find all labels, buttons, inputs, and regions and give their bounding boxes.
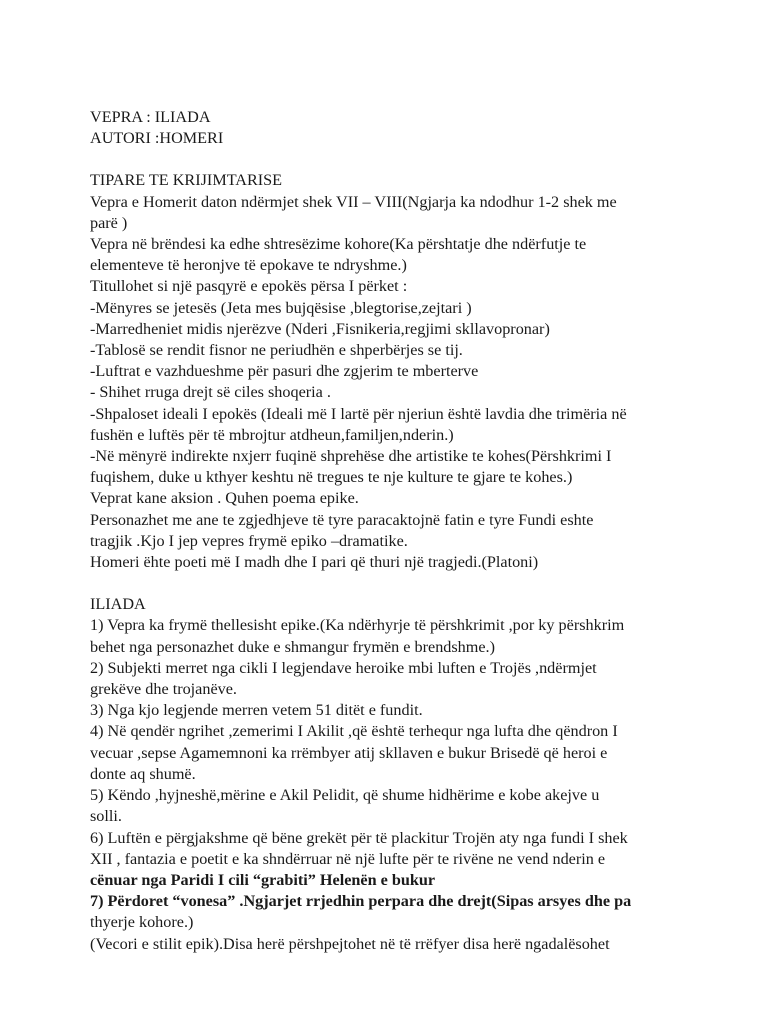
numbered-item-line: XII , fantazia e poetit e ka shndërruar në një lufte për te rivëne ne vend nderin e bbox=[90, 849, 606, 868]
list-item: fuqishem, duke u kthyer keshtu në tregues te nje kulture te gjare te kohes.) bbox=[90, 468, 573, 487]
numbered-item-line: 3) Nga kjo legjende merren vetem 51 ditët e fundit. bbox=[90, 701, 423, 720]
paragraph-line: Vepra e Homerit daton ndërmjet shek VII – VIII(Ngjarja ka ndodhur 1-2 shek me bbox=[90, 192, 617, 211]
list-item: -Në mënyrë indirekte nxjerr fuqinë shprehëse dhe artistike te kohes(Përshkrimi I bbox=[90, 447, 612, 466]
numbered-item-line: behet nga personazhet duke e shmangur frymën e brendshme.) bbox=[90, 637, 495, 656]
numbered-item-line: solli. bbox=[90, 807, 122, 826]
numbered-item-line: 4) Në qendër ngrihet ,zemerimi I Akilit ,që është terhequr nga lufta dhe qëndron I bbox=[90, 722, 618, 741]
author-line: AUTORI :HOMERI bbox=[90, 129, 224, 148]
bold-line: 7) Përdoret “vonesa” .Ngjarjet rrjedhin perpara dhe drejt(Sipas arsyes dhe pa bbox=[90, 892, 632, 911]
list-item: -Mënyres se jetesës (Jeta mes bujqësise ,blegtorise,zejtari ) bbox=[90, 298, 472, 317]
numbered-item-line: 6) Luftën e përgjakshme që bëne grekët për të plackitur Trojën aty nga fundi I shek bbox=[90, 828, 628, 847]
paragraph-line: Vepra në brëndesi ka edhe shtresëzime kohore(Ka përshtatje dhe ndërfutje te bbox=[90, 235, 587, 254]
spacer bbox=[90, 573, 750, 594]
document-page bbox=[90, 107, 750, 955]
numbered-item-line: 1) Vepra ka frymë thellesisht epike.(Ka ndërhyrje të përshkrimit ,por ky përshkrim bbox=[90, 616, 625, 635]
paragraph-line: Personazhet me ane te zgjedhjeve të tyre paracaktojnë fatin e tyre Fundi eshte bbox=[90, 510, 594, 529]
list-item: -Marredheniet midis njerëzve (Nderi ,Fisnikeria,regjimi skllavopronar) bbox=[90, 319, 550, 338]
numbered-item-line: 2) Subjekti merret nga cikli I legjendave heroike mbi luften e Trojës ,ndërmjet bbox=[90, 658, 597, 677]
bold-line: cënuar nga Paridi I cili “grabiti” Helenën e bukur bbox=[90, 870, 436, 889]
paragraph-line: Homeri ëhte poeti më I madh dhe I pari që thuri një tragjedi.(Platoni) bbox=[90, 553, 539, 572]
paragraph-line: elementeve të heronjve të epokave te ndryshme.) bbox=[90, 256, 407, 275]
section-heading-iliada: ILIADA bbox=[90, 595, 146, 614]
paragraph-line: Titullohet si një pasqyrë e epokës përsa I përket : bbox=[90, 277, 408, 296]
numbered-item-line: thyerje kohore.) bbox=[90, 913, 194, 932]
numbered-item-line: donte aq shumë. bbox=[90, 764, 196, 783]
paragraph-line: tragjik .Kjo I jep vepres frymë epiko –dramatike. bbox=[90, 531, 408, 550]
list-item: -Tablosë se rendit fisnor ne periudhën e shperbërjes se tij. bbox=[90, 341, 463, 360]
work-title: VEPRA : ILIADA bbox=[90, 108, 211, 126]
list-item: -Luftrat e vazhdueshme për pasuri dhe zgjerim te mberterve bbox=[90, 362, 479, 381]
spacer bbox=[90, 149, 750, 170]
list-item: fushën e luftës për të mbrojtur atdheun,familjen,nderin.) bbox=[90, 425, 454, 444]
list-item: - Shihet rruga drejt së ciles shoqeria . bbox=[90, 383, 331, 402]
list-item: -Shpaloset ideali I epokës (Ideali më I lartë për njeriun është lavdia dhe trimëria në bbox=[90, 404, 627, 423]
paragraph-line: parë ) bbox=[90, 213, 128, 232]
numbered-item-line: (Vecori e stilit epik).Disa herë përshpejtohet në të rrëfyer disa herë ngadalësohet bbox=[90, 934, 610, 953]
numbered-item-line: grekëve dhe trojanëve. bbox=[90, 680, 237, 699]
section-heading-features: TIPARE TE KRIJIMTARISE bbox=[90, 171, 283, 190]
numbered-item-line: vecuar ,sepse Agamemnoni ka rrëmbyer atij skllaven e bukur Brisedë që heroi e bbox=[90, 743, 608, 762]
numbered-item-line: 5) Këndo ,hyjneshë,mërine e Akil Pelidit, që shume hidhërime e kobe akejve u bbox=[90, 786, 600, 805]
paragraph-line: Veprat kane aksion . Quhen poema epike. bbox=[90, 489, 359, 508]
